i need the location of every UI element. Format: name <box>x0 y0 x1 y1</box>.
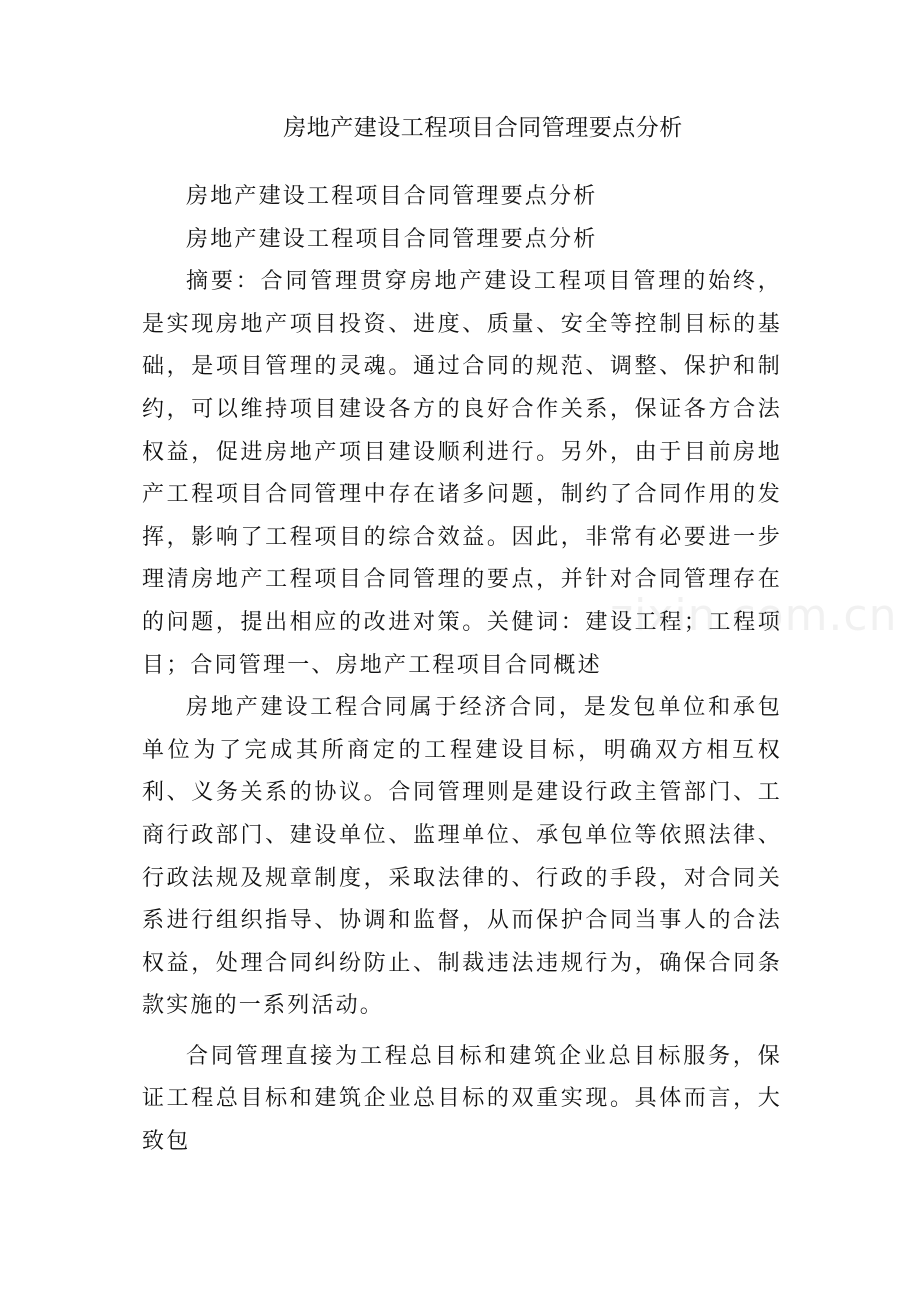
paragraph-contract-management: 合同管理直接为工程总目标和建筑企业总目标服务，保证工程总目标和建筑企业总目标的双重实现。具体而言，大致包 <box>142 1043 782 1155</box>
document-title: 房地产建设工程项目合同管理要点分析 <box>283 115 683 141</box>
paragraph-abstract: 摘要：合同管理贯穿房地产建设工程项目管理的始终，是实现房地产项目投资、进度、质量、安全等控制目标的基础，是项目管理的灵魂。通过合同的规范、调整、保护和制约，可以维持项目建设各方的良好合作关系，保证各方合法权益，促进房地产项目建设顺利进行。另外，由于目前房地产工程项目合同管理中存在诸多问题，制约了合同作用的发挥，影响了工程项目的综合效益。因此，非常有必要进一步理清房地产工程项目合同管理的要点，并针对合同管理存在的问题，提出相应的改进对策。关健词：建设工程；工程项目；合同管理一、房地产工程项目合同概述 <box>142 269 782 678</box>
document-body <box>142 176 782 1164</box>
paragraph-contract-definition: 房地产建设工程合同属于经济合同，是发包单位和承包单位为了完成其所商定的工程建设目标，明确双方相互权利、义务关系的协议。合同管理则是建设行政主管部门、工商行政部门、建设单位、监理单位、承包单位等依照法律、行政法规及规章制度，采取法律的、行政的手段，对合同关系进行组织指导、协调和监督，从而保护合同当事人的合法权益，处理合同纠纷防止、制裁违法违规行为，确保合同条款实施的一系列活动。 <box>142 695 782 1019</box>
watermark-logo: zixin.com.cn <box>610 590 898 641</box>
paragraph-subtitle-2: 房地产建设工程项目合同管理要点分析 <box>186 226 598 252</box>
paragraph-subtitle-1: 房地产建设工程项目合同管理要点分析 <box>186 184 598 209</box>
